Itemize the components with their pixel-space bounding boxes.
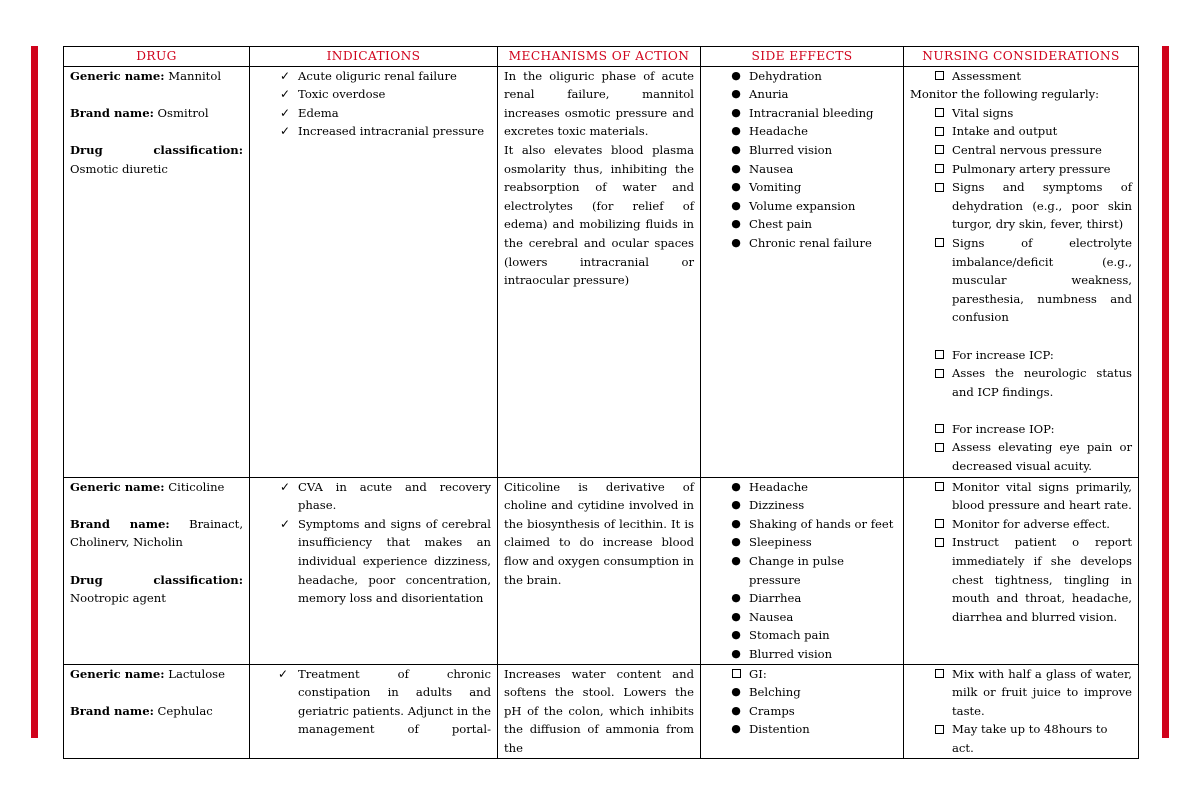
checkbox-icon — [729, 665, 743, 684]
list-item: ● Headache — [707, 122, 897, 141]
list-item: ● Change in pulse pressure — [707, 552, 897, 589]
list-item: ● Blurred vision — [707, 141, 897, 160]
list-item: ● Dizziness — [707, 496, 897, 515]
right-accent-bar — [1162, 46, 1169, 738]
drug-cell — [64, 66, 250, 477]
list-item: ● Stomach pain — [707, 626, 897, 645]
drug-cell — [64, 477, 250, 664]
list-item: ✓ Edema — [256, 104, 491, 123]
mechanism-text: Citicoline is derivative of choline and cytidine involved in the biosynthesis of lecithin. It is claimed to do increase blood flow and oxygen consumption in the brain. — [504, 479, 694, 587]
checkmark-icon: ✓ — [278, 666, 289, 681]
list-item: Monitor for adverse effect. — [910, 515, 1132, 534]
generic-name-value: Lactulose — [168, 666, 225, 681]
indications-cell — [250, 66, 498, 477]
list-item: Pulmonary artery pressure — [910, 160, 1132, 179]
mechanism-text: It also elevates blood plasma osmolarity thus, inhibiting the reabsorption of water and electrolytes (for relief of edema) and mobilizing fluids in the cerebral and ocular spaces (lowers intracranial or intraocular pressure) — [504, 142, 694, 288]
mechanism-text: In the oliguric phase of acute renal failure, mannitol increases osmotic pressure and excretes toxic materials. — [504, 68, 694, 139]
indications-cell — [250, 664, 498, 758]
list-item: Assessment — [910, 67, 1132, 86]
checkmark-icon: ✓ — [279, 105, 291, 120]
list-item: ● Dehydration — [707, 67, 897, 86]
mechanism-cell — [498, 664, 701, 758]
checkbox-icon — [932, 346, 946, 365]
header-row — [64, 47, 1139, 67]
list-item: ● Headache — [707, 478, 897, 497]
nursing-cell — [904, 66, 1139, 477]
header-indications: INDICATIONS — [250, 47, 498, 67]
list-item: Monitor vital signs primarily, blood pressure and heart rate. — [910, 478, 1132, 515]
indications-cell — [250, 477, 498, 664]
drug-cell — [64, 664, 250, 758]
checkbox-icon — [932, 178, 946, 197]
list-item: ● Belching — [707, 683, 897, 702]
list-item: Mix with half a glass of water, milk or fruit juice to improve taste. — [910, 665, 1132, 721]
list-item: May take up to 48hours to act. — [910, 720, 1132, 757]
table-row — [64, 664, 1139, 758]
drug-classification-value: Nootropic agent — [70, 591, 166, 606]
drug-study-table — [63, 46, 1139, 759]
checkmark-icon: ✓ — [279, 479, 291, 494]
list-item: ● Chronic renal failure — [707, 234, 897, 253]
mechanism-text: Increases water content and softens the stool. Lowers the pH of the colon, which inhibits the diffusion of ammonia from the — [504, 666, 694, 755]
list-item: For increase ICP: — [910, 346, 1132, 365]
list-item: Monitor the following regularly: — [910, 87, 1100, 102]
side-effects-cell — [701, 664, 904, 758]
list-item: ● Shaking of hands or feet — [707, 515, 897, 534]
list-item: ● Anuria — [707, 85, 897, 104]
checkbox-icon — [932, 438, 946, 457]
generic-name-value: Citicoline — [168, 479, 225, 494]
bullet-icon: ● — [731, 591, 741, 605]
list-item: For increase IOP: — [910, 420, 1132, 439]
bullet-icon: ● — [731, 217, 741, 231]
side-effects-cell — [701, 66, 904, 477]
checkbox-icon — [932, 478, 946, 497]
bullet-icon: ● — [731, 646, 741, 660]
list-item: ● Nausea — [707, 608, 897, 627]
generic-name-label: Generic name: — [70, 479, 165, 494]
bullet-icon: ● — [731, 609, 741, 623]
list-item: Asses the neurologic status and ICP findings. — [910, 364, 1132, 401]
header-nursing: NURSING CONSIDERATIONS — [904, 47, 1139, 67]
bullet-icon: ● — [731, 105, 741, 119]
header-mechanism: MECHANISMS OF ACTION — [498, 47, 701, 67]
mechanism-cell — [498, 477, 701, 664]
nursing-cell — [904, 477, 1139, 664]
brand-name-value: Brainact, Cholinerv, Nicholin — [70, 516, 244, 550]
list-item: ● Distention — [707, 720, 897, 739]
brand-name-value: Cephulac — [157, 703, 213, 718]
drug-classification-value: Osmotic diuretic — [70, 161, 168, 176]
brand-name-value: Osmitrol — [157, 105, 209, 120]
checkbox-icon — [932, 420, 946, 439]
checkmark-icon: ✓ — [279, 124, 291, 139]
checkbox-icon — [932, 515, 946, 534]
bullet-icon: ● — [731, 722, 741, 736]
generic-name-value: Mannitol — [168, 68, 222, 83]
checkbox-icon — [932, 364, 946, 383]
checkmark-icon: ✓ — [279, 516, 291, 531]
checkmark-icon: ✓ — [279, 87, 291, 102]
checkbox-icon — [932, 141, 946, 160]
bullet-icon: ● — [731, 628, 741, 642]
list-item: ✓ Treatment of chronic constipation in adults and geriatric patients. Adjunct in the management of portal- — [278, 666, 491, 737]
bullet-icon: ● — [731, 498, 741, 512]
checkbox-icon — [932, 665, 946, 684]
bullet-icon: ● — [731, 516, 741, 530]
generic-name-label: Generic name: — [70, 666, 165, 681]
bullet-icon: ● — [731, 553, 741, 567]
bullet-icon: ● — [731, 703, 741, 717]
list-item: ✓ CVA in acute and recovery phase. — [279, 479, 491, 513]
checkbox-icon — [932, 67, 946, 86]
list-item: ● Cramps — [707, 702, 897, 721]
bullet-icon: ● — [731, 161, 741, 175]
list-item: ✓ Acute oliguric renal failure — [256, 67, 491, 86]
checkbox-icon — [932, 720, 946, 739]
bullet-icon: ● — [731, 535, 741, 549]
list-item: Intake and output — [910, 122, 1132, 141]
drug-classification-label: Drug classification: — [70, 572, 243, 587]
header-drug: DRUG — [64, 47, 250, 67]
list-item: ✓ Symptoms and signs of cerebral insufficiency that makes an individual experience dizziness, headache, poor concentration, memory loss and disorientation — [279, 516, 491, 606]
bullet-icon: ● — [731, 685, 741, 699]
list-item: ● Vomiting — [707, 178, 897, 197]
list-item: ● Nausea — [707, 160, 897, 179]
checkbox-icon — [932, 533, 946, 552]
bullet-icon: ● — [731, 479, 741, 493]
checkbox-icon — [932, 160, 946, 179]
mechanism-cell — [498, 66, 701, 477]
list-item: ✓ Toxic overdose — [256, 85, 491, 104]
side-effects-cell — [701, 477, 904, 664]
list-item: Central nervous pressure — [910, 141, 1132, 160]
brand-name-label: Brand name: — [70, 105, 154, 120]
bullet-icon: ● — [731, 142, 741, 156]
checkbox-icon — [932, 104, 946, 123]
header-side-effects: SIDE EFFECTS — [701, 47, 904, 67]
checkbox-icon — [932, 122, 946, 141]
list-item: ● Chest pain — [707, 215, 897, 234]
list-item: Instruct patient o report immediately if she develops chest tightness, tingling in mouth and throat, headache, diarrhea and blurred vision. — [910, 533, 1132, 626]
checkmark-icon: ✓ — [279, 68, 291, 83]
generic-name-label: Generic name: — [70, 68, 165, 83]
table-row — [64, 477, 1139, 664]
table-row — [64, 66, 1139, 477]
left-accent-bar — [31, 46, 38, 738]
list-item: ● Sleepiness — [707, 533, 897, 552]
brand-name-label: Brand name: — [70, 516, 170, 531]
list-item: ● Volume expansion — [707, 197, 897, 216]
bullet-icon: ● — [731, 180, 741, 194]
list-item: ✓ Increased intracranial pressure — [256, 122, 491, 141]
list-item: ● Intracranial bleeding — [707, 104, 897, 123]
nursing-cell — [904, 664, 1139, 758]
checkbox-icon — [932, 234, 946, 253]
bullet-icon: ● — [731, 87, 741, 101]
bullet-icon: ● — [731, 235, 741, 249]
list-item: GI: — [707, 665, 897, 684]
bullet-icon: ● — [731, 124, 741, 138]
bullet-icon: ● — [731, 68, 741, 82]
brand-name-label: Brand name: — [70, 703, 154, 718]
list-item: Signs and symptoms of dehydration (e.g., poor skin turgor, dry skin, fever, thirst) — [910, 178, 1132, 234]
drug-classification-label: Drug classification: — [70, 142, 243, 157]
list-item: ● Diarrhea — [707, 589, 897, 608]
list-item: Assess elevating eye pain or decreased visual acuity. — [910, 438, 1132, 475]
bullet-icon: ● — [731, 198, 741, 212]
list-item: Vital signs — [910, 104, 1132, 123]
list-item: Signs of electrolyte imbalance/deficit (e.g., muscular weakness, paresthesia, numbness and confusion — [910, 234, 1132, 327]
list-item: ● Blurred vision — [707, 645, 897, 664]
